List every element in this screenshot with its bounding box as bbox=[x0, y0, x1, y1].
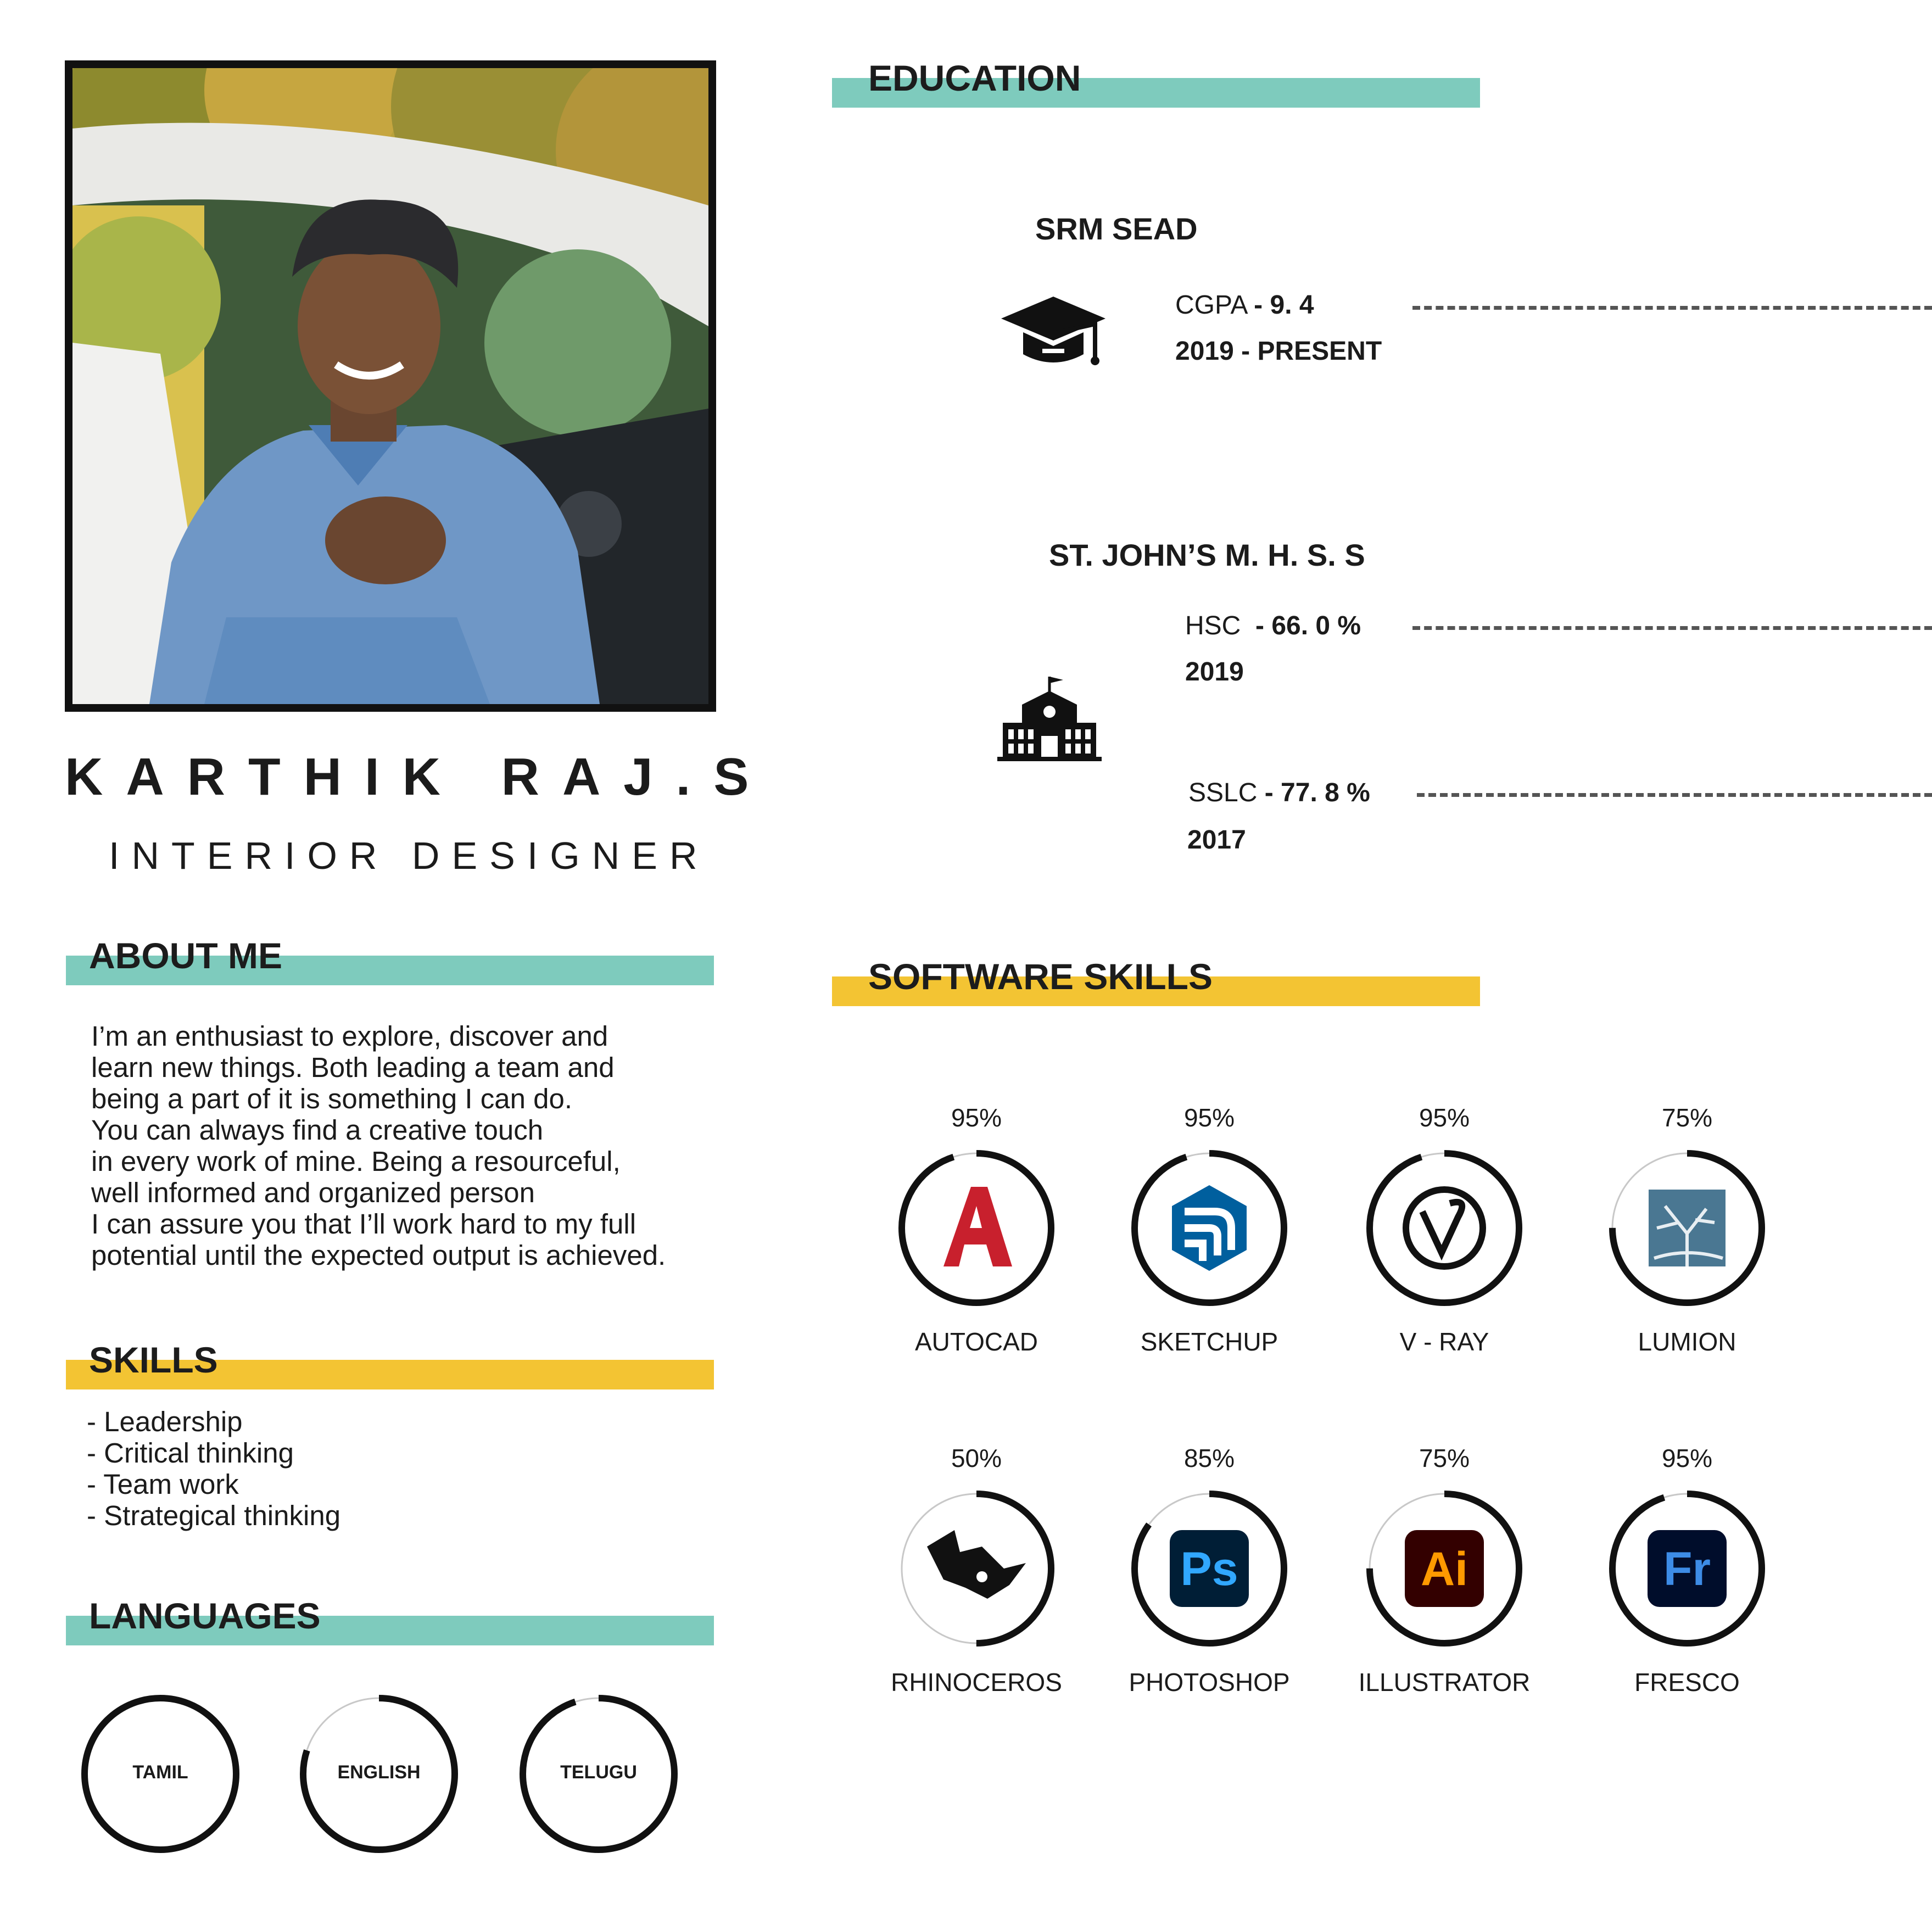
skill-ring bbox=[1128, 1487, 1291, 1650]
metric-value: - 77. 8 % bbox=[1264, 778, 1370, 807]
person-photo-illustration bbox=[72, 68, 708, 704]
metric-value: - 66. 0 % bbox=[1255, 611, 1361, 640]
metric-label: SSLC bbox=[1188, 778, 1258, 807]
dashed-leader bbox=[1412, 626, 1932, 630]
skill-name: FRESCO bbox=[1634, 1668, 1740, 1696]
hsc-metric bbox=[1185, 611, 1361, 641]
language-name: TAMIL bbox=[132, 1762, 188, 1783]
profile-name: KARTHIK RAJ.S bbox=[65, 747, 772, 806]
skill-ring bbox=[895, 1487, 1058, 1650]
illustrator-icon bbox=[1405, 1530, 1484, 1607]
year-text: 2017 bbox=[1187, 825, 1246, 855]
college-name: SRM SEAD bbox=[1035, 211, 1198, 246]
education-section-header bbox=[832, 58, 1480, 108]
skill-name: LUMION bbox=[1638, 1327, 1736, 1356]
school-building-icon bbox=[997, 674, 1102, 762]
languages-section-header bbox=[66, 1595, 714, 1645]
skill-percent: 95% bbox=[951, 1103, 1002, 1132]
list-item: - Critical thinking bbox=[87, 1437, 294, 1469]
about-line: potential until the expected output is achieved. bbox=[91, 1240, 666, 1271]
section-title: ABOUT ME bbox=[89, 935, 282, 976]
skill-percent: 95% bbox=[1183, 1103, 1235, 1132]
about-text bbox=[91, 1020, 728, 1271]
skill-percent: 95% bbox=[1661, 1444, 1713, 1472]
college-metric bbox=[1175, 290, 1314, 320]
app-badge-text: Ai bbox=[1421, 1543, 1468, 1595]
metric-value: - 9. 4 bbox=[1254, 291, 1314, 320]
skill-name: V - RAY bbox=[1399, 1327, 1489, 1356]
metric-label: CGPA bbox=[1175, 291, 1247, 320]
app-badge-text: Ps bbox=[1180, 1543, 1238, 1595]
section-title: SKILLS bbox=[89, 1340, 218, 1380]
year-text: 2019 bbox=[1185, 657, 1244, 687]
skill-name: RHINOCEROS bbox=[891, 1668, 1062, 1696]
section-title: LANGUAGES bbox=[89, 1595, 321, 1636]
about-section-header bbox=[66, 935, 714, 985]
about-line: in every work of mine. Being a resourceful, bbox=[91, 1146, 621, 1177]
dashed-leader bbox=[1412, 306, 1932, 310]
profile-photo bbox=[65, 60, 716, 712]
skill-name: SKETCHUP bbox=[1140, 1327, 1278, 1356]
years-text: 2019 - PRESENT bbox=[1175, 337, 1382, 366]
skill-percent: 50% bbox=[951, 1444, 1002, 1472]
about-line: being a part of it is something I can do. bbox=[91, 1083, 573, 1114]
skill-name: PHOTOSHOP bbox=[1129, 1668, 1290, 1696]
about-line: learn new things. Both leading a team and bbox=[91, 1052, 615, 1083]
skill-name: AUTOCAD bbox=[914, 1327, 1038, 1356]
metric-label: HSC bbox=[1185, 611, 1241, 640]
skill-percent: 95% bbox=[1419, 1103, 1470, 1132]
list-item: - Strategical thinking bbox=[87, 1500, 341, 1531]
skill-ring bbox=[1363, 1487, 1526, 1650]
photoshop-icon bbox=[1170, 1530, 1249, 1607]
section-title: SOFTWARE SKILLS bbox=[868, 956, 1213, 997]
skill-percent: 75% bbox=[1661, 1103, 1713, 1132]
language-name: TELUGU bbox=[560, 1762, 637, 1783]
skills-list bbox=[87, 1406, 340, 1531]
about-line: well informed and organized person bbox=[91, 1177, 535, 1208]
skill-ring bbox=[1606, 1487, 1768, 1650]
sslc-metric bbox=[1188, 778, 1370, 808]
lumion-icon bbox=[1649, 1190, 1726, 1266]
skills-section-header bbox=[66, 1340, 714, 1389]
skill-ring bbox=[1606, 1147, 1768, 1309]
graduation-cap-icon bbox=[998, 294, 1108, 376]
fresco-icon bbox=[1648, 1530, 1727, 1607]
section-title: EDUCATION bbox=[868, 58, 1081, 98]
app-badge-text: Fr bbox=[1663, 1543, 1711, 1595]
skill-ring bbox=[1128, 1147, 1291, 1309]
hsc-year bbox=[1185, 657, 1244, 687]
skill-ring bbox=[895, 1147, 1058, 1309]
language-name: ENGLISH bbox=[337, 1762, 421, 1783]
skill-percent: 85% bbox=[1183, 1444, 1235, 1472]
about-line: I’m an enthusiast to explore, discover and bbox=[91, 1020, 608, 1052]
skill-percent: 75% bbox=[1419, 1444, 1470, 1472]
skill-ring bbox=[1363, 1147, 1526, 1309]
list-item: - Leadership bbox=[87, 1406, 243, 1437]
college-years bbox=[1175, 336, 1382, 366]
skill-name: ILLUSTRATOR bbox=[1358, 1668, 1531, 1696]
sslc-year bbox=[1187, 825, 1246, 855]
profile-role: INTERIOR DESIGNER bbox=[109, 834, 710, 877]
list-item: - Team work bbox=[87, 1469, 239, 1500]
school-name: ST. JOHN’S M. H. S. S bbox=[1049, 538, 1365, 572]
dashed-leader bbox=[1417, 793, 1932, 797]
about-line: You can always find a creative touch bbox=[91, 1114, 544, 1146]
about-line: I can assure you that I’ll work hard to my full bbox=[91, 1208, 636, 1240]
software-section-header bbox=[832, 956, 1480, 1006]
